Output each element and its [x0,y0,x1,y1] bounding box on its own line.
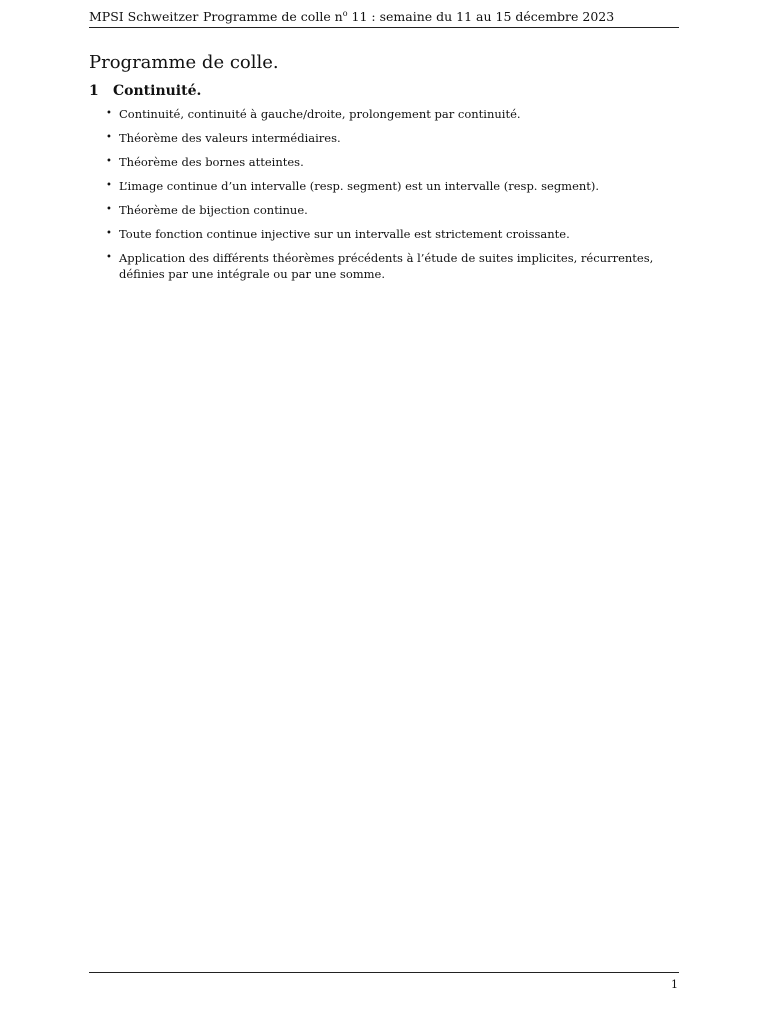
list-item [106,178,679,194]
list-item [106,130,679,146]
section-title: Continuité. [113,83,202,99]
page-title: Programme de colle. [89,52,279,73]
list-item-text: Théorème des bornes atteintes. [119,155,304,169]
bullet-icon: • [106,156,112,167]
header-number-superscript: o [342,8,348,18]
list-item [106,226,679,242]
list-item [106,154,679,170]
list-item-text: L’image continue d’un intervalle (resp. segment) est un intervalle (resp. segment). [119,179,600,193]
list-item-text: Continuité, continuité à gauche/droite, prolongement par continuité. [119,107,521,121]
bullet-icon: • [106,132,112,143]
topic-list [106,106,679,290]
header-program-text: Programme de colle n [203,9,343,24]
bullet-icon: • [106,228,112,239]
list-item-text: Théorème des valeurs intermédiaires. [119,131,341,145]
bullet-icon: • [106,180,112,191]
list-item-text: Théorème de bijection continue. [119,203,308,217]
bullet-icon: • [106,204,112,215]
header-week-text: 11 : semaine du 11 au 15 décembre 2023 [347,9,615,24]
header-program-title [203,9,614,25]
bullet-icon: • [106,252,112,263]
list-item [106,202,679,218]
bullet-icon: • [106,108,112,119]
running-header [89,9,679,28]
section-heading [89,82,201,100]
list-item [106,250,679,282]
footer-divider [89,972,679,973]
header-author: MPSI Schweitzer [89,9,199,24]
page-number: 1 [671,978,678,991]
list-item-text: Application des différents théorèmes précédents à l’étude de suites implicites, récurrentes, définies par une intégrale ou par une somme. [119,251,654,281]
section-number: 1 [89,83,99,99]
list-item [106,106,679,122]
list-item-text: Toute fonction continue injective sur un intervalle est strictement croissante. [119,227,570,241]
